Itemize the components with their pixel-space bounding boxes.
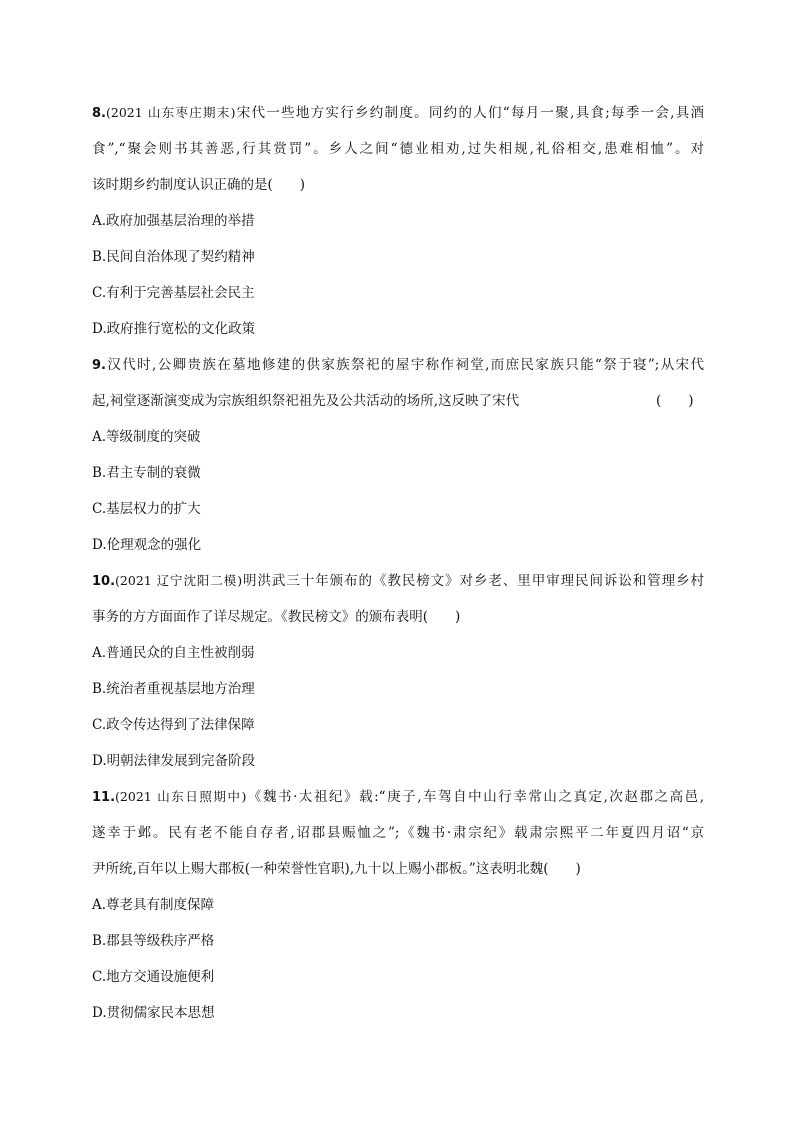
answer-paren: ( ) [656, 393, 694, 409]
question-10-option-c[interactable]: C.政令传达得到了法律保障 [92, 717, 255, 733]
question-source: (2021 山东枣庄期末) [105, 105, 236, 120]
question-11-option-d[interactable]: D.贯彻儒家民本思想 [92, 1005, 215, 1021]
question-9-line-2 [92, 392, 704, 410]
question-11-line-3: 尹所统,百年以上赐大郡板(一种荣誉性官职),九十以上赐小郡板。”这表明北魏( ) [92, 861, 581, 877]
question-10-option-d[interactable]: D.明朝法律发展到完备阶段 [92, 753, 256, 769]
question-source: (2021 山东日照期中) [115, 789, 247, 804]
question-number: 11. [92, 790, 116, 805]
question-text: 《魏书·太祖纪》载:“庚子,车驾自中山行幸常山之真定,次赵郡之高邑, [246, 789, 704, 805]
question-9-line-1 [92, 356, 704, 375]
question-10-line-2: 事务的方方面面作了详尽规定。《教民榜文》的颁布表明( ) [92, 609, 461, 625]
question-8-option-a[interactable]: A.政府加强基层治理的举措 [92, 213, 255, 229]
question-9-option-d[interactable]: D.伦理观念的强化 [92, 537, 202, 553]
question-number: 9. [92, 358, 106, 373]
question-10-option-a[interactable]: A.普通民众的自主性被削弱 [92, 645, 255, 661]
question-10-line-1 [92, 572, 704, 591]
question-9-option-b[interactable]: B.君主专制的衰微 [92, 465, 201, 481]
question-number: 10. [92, 574, 116, 589]
question-8-option-b[interactable]: B.民间自治体现了契约精神 [92, 249, 255, 265]
question-source: (2021 辽宁沈阳二模) [115, 573, 243, 588]
question-11-line-2: 遂幸于邺。民有老不能自存者,诏郡县赈恤之”;《魏书·肃宗纪》载肃宗熙平二年夏四月诏“京 [92, 825, 704, 841]
question-text: 起,祠堂逐渐演变成为宗族组织祭祀祖先及公共活动的场所,这反映了宋代 [92, 393, 520, 409]
question-8-option-d[interactable]: D.政府推行宽松的文化政策 [92, 321, 256, 337]
question-11-option-b[interactable]: B.郡县等级秩序严格 [92, 933, 215, 949]
question-text: 汉代时,公卿贵族在墓地修建的供家族祭祀的屋宇称作祠堂,而庶民家族只能“祭于寝”;从宋代 [105, 357, 704, 373]
question-11-option-c[interactable]: C.地方交通设施便利 [92, 969, 215, 985]
question-text: 明洪武三十年颁布的《教民榜文》对乡老、里甲审理民间诉讼和管理乡村 [242, 573, 704, 589]
question-8-line-1 [92, 104, 704, 123]
question-number: 8. [92, 106, 106, 121]
question-text: 宋代一些地方实行乡约制度。同约的人们“每月一聚,具食;每季一会,具酒 [235, 105, 704, 121]
question-9-option-c[interactable]: C.基层权力的扩大 [92, 501, 201, 517]
question-11-line-1 [92, 788, 704, 807]
question-10-option-b[interactable]: B.统治者重视基层地方治理 [92, 681, 255, 697]
question-11-option-a[interactable]: A.尊老具有制度保障 [92, 897, 215, 913]
question-8-line-3: 该时期乡约制度认识正确的是( ) [92, 177, 306, 193]
question-8-line-2: 食”,“聚会则书其善恶,行其赏罚”。乡人之间“德业相劝,过失相规,礼俗相交,患难相恤”。对 [92, 141, 704, 157]
question-9-option-a[interactable]: A.等级制度的突破 [92, 429, 201, 445]
question-8-option-c[interactable]: C.有利于完善基层社会民主 [92, 285, 255, 301]
